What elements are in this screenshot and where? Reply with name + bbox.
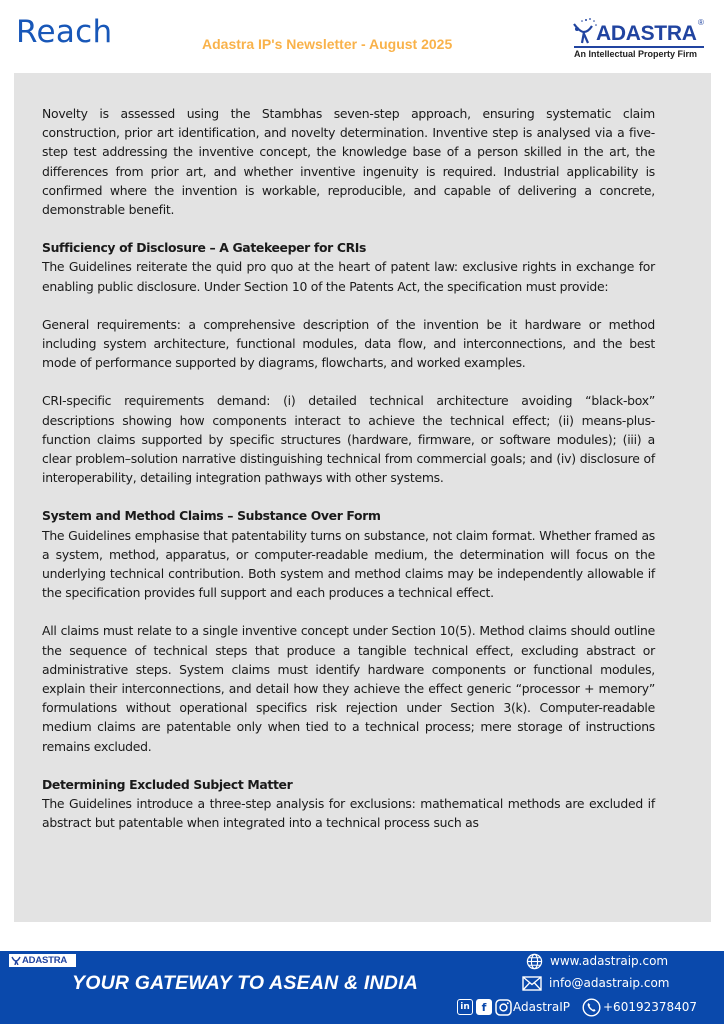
phone-icon [582, 998, 601, 1017]
star-figure-icon [11, 952, 21, 970]
email-text: info@adastraip.com [549, 976, 670, 990]
footer-slogan: YOUR GATEWAY TO ASEAN & INDIA [72, 972, 418, 994]
footer-logo[interactable] [9, 954, 76, 967]
paragraph-quid-pro-quo: The Guidelines reiterate the quid pro quo at the heart of patent law: exclusive rights in exchange for enabling public disclosure. Under Section 10 of the Patents Act, the specification must provide: [42, 259, 655, 294]
logo-underline [574, 46, 704, 48]
paragraph-all-claims: All claims must relate to a single inventive concept under Section 10(5). Method claims should outline the sequence of technical steps that produce a tangible technical effect, excluding abstract or administrative steps. System claims must identify hardware components or functional modules, explain their interconnections, and detail how they achieve the effect generic “processor + memory” formulations without operational specifics risk rejection under Section 3(k). Computer-readable medium claims are patentable only when tied to a technical process; mere storage of instructions remains excluded. [42, 623, 655, 754]
linkedin-icon[interactable]: in [457, 999, 473, 1015]
heading-excluded-subject-matter: Determining Excluded Subject Matter [42, 776, 293, 792]
logo-wordmark: ADASTRA [596, 22, 697, 45]
paragraph-substance-over-form: The Guidelines emphasise that patentability turns on substance, not claim format. Whether framed as a system, method, apparatus, or computer-readable medium, the determination will focus on the underlying technical contribution. Both system and method claims may be independently allowable if the specification provides full support and each produces a technical effect. [42, 527, 655, 601]
paragraph-novelty: Novelty is assessed using the Stambhas seven-step approach, ensuring systematic claim construction, prior art identification, and novelty determination. Inventive step is analysed via a five-step test addressing the inventive concept, the knowledge base of a person skilled in the art, the differences from prior art, and whether inventive ingenuity is required. Industrial applicability is confirmed where the invention is workable, reproducible, and capable of delivering a concrete, demonstrable benefit. [42, 106, 655, 218]
email-link[interactable] [522, 973, 669, 993]
paragraph-exclusions: The Guidelines introduce a three-step analysis for exclusions: mathematical methods are excluded if abstract but patentable when integrated into a technical process such as [42, 796, 655, 831]
footer-logo-text: ADASTRA [22, 955, 68, 966]
star-figure-icon [572, 16, 598, 46]
registered-mark: ® [698, 18, 704, 27]
mail-icon [522, 976, 542, 991]
phone-number[interactable]: +60192378407 [603, 1000, 698, 1014]
website-text: www.adastraip.com [550, 954, 669, 968]
page-footer [0, 951, 724, 1024]
heading-system-method-claims: System and Method Claims – Substance Over Form [42, 508, 381, 524]
globe-icon [526, 953, 543, 970]
instagram-icon[interactable] [495, 999, 512, 1016]
logo-tagline: An Intellectual Property Firm [574, 49, 698, 59]
paragraph-cri-requirements: CRI-specific requirements demand: (i) detailed technical architecture avoiding “black-box” descriptions showing how components interact to achieve the technical effect; (ii) means-plus-function claims supported by specific structures (hardware, firmware, or software modules); (iii) a clear problem–solution narrative distinguishing technical from commercial goals; and (iv) disclosure of interoperability, detailing integration pathways with other systems. [42, 393, 655, 486]
facebook-icon[interactable]: f [476, 999, 492, 1015]
website-link[interactable] [526, 951, 668, 971]
paragraph-general-requirements: General requirements: a comprehensive description of the invention be it hardware or method including system architecture, functional modules, data flow, and interconnections, and the best mode of performance supported by diagrams, flowcharts, and worked examples. [42, 316, 655, 371]
social-row [457, 997, 697, 1017]
social-handle[interactable]: AdastraIP [513, 1000, 570, 1014]
heading-sufficiency: Sufficiency of Disclosure – A Gatekeeper for CRIs [42, 240, 367, 256]
adastra-logo[interactable] [572, 16, 712, 62]
newsletter-title: Adastra IP's Newsletter - August 2025 [202, 36, 453, 52]
brand-title: Reach [16, 14, 113, 50]
page-header [0, 0, 724, 72]
article-body [42, 104, 655, 833]
